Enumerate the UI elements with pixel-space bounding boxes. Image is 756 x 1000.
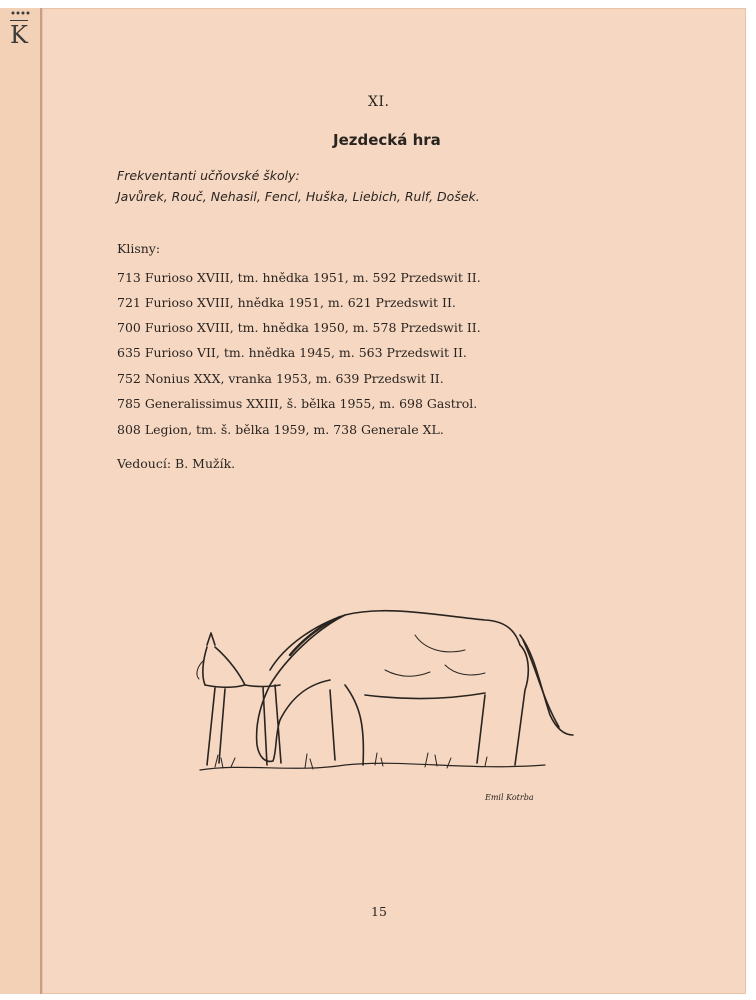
mares-label: Klisny: [117, 241, 161, 256]
artist-signature: Emil Kotrba [485, 793, 534, 802]
mare-entry: 785 Generalissimus XXIII, š. bělka 1955, m. 698 Gastrol. [117, 396, 478, 411]
logo-dots-icon [9, 10, 33, 20]
mare-entry: 752 Nonius XXX, vranka 1953, m. 639 Przedswit II. [117, 371, 444, 386]
logo-letter: K [10, 21, 28, 49]
page-number: 15 [371, 904, 387, 919]
chapter-number: XI. [368, 94, 390, 110]
publisher-logo-icon [8, 10, 34, 48]
left-page-edge [0, 8, 41, 994]
mare-entry: 721 Furioso XVIII, hnědka 1951, m. 621 Przedswit II. [117, 295, 456, 310]
frequenters-names: Javůrek, Rouč, Nehasil, Fencl, Huška, Liebich, Rulf, Došek. [117, 189, 480, 204]
page-title: Jezdecká hra [333, 131, 441, 149]
leader-line: Vedoucí: B. Mužík. [117, 456, 236, 471]
frequenters-label: Frekventanti učňovské školy: [117, 168, 300, 183]
document-page [40, 8, 746, 994]
mare-entry: 700 Furioso XVIII, tm. hnědka 1950, m. 578 Przedswit II. [117, 320, 481, 335]
mare-entry: 635 Furioso VII, tm. hnědka 1945, m. 563 Przedswit II. [117, 345, 467, 360]
mare-entry: 808 Legion, tm. š. bělka 1959, m. 738 Generale XL. [117, 422, 444, 437]
horse-and-foal-illustration-icon [185, 575, 575, 805]
mare-entry: 713 Furioso XVIII, tm. hnědka 1951, m. 592 Przedswit II. [117, 270, 481, 285]
